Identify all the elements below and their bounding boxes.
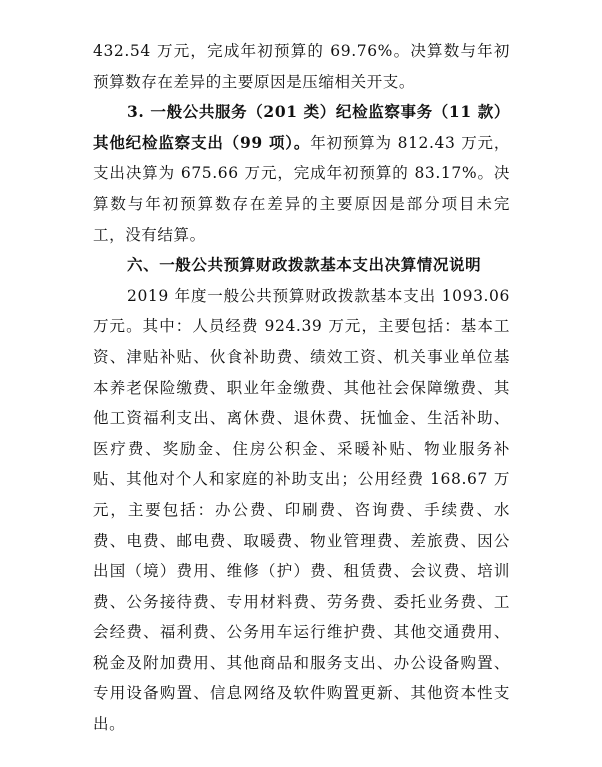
paragraph-basic-expenditure: 2019 年度一般公共预算财政拨款基本支出 1093.06 万元。其中：人员经费 924.39 万元，主要包括：基本工资、津贴补贴、伙食补助费、绩效工资、机关事业单位基本养老保险缴费、职业年金缴费、其他社会保障缴费、其他工资福利支出、离休费、退休费、抚恤金、生活补助、医疗费、奖励金、住房公积金、采暖补贴、物业服务补贴、其他对个人和家庭的补助支出；公用经费 168.67 万元，主要包括：办公费、印刷费、咨询费、手续费、水费、电费、邮电费、取暖费、物业管理费、差旅费、因公出国（境）费用、维修（护）费、租赁费、会议费、培训费、公务接待费、专用材料费、劳务费、委托业务费、工会经费、福利费、公务用车运行维护费、其他交通费用、税金及附加费用、其他商品和服务支出、办公设备购置、专用设备购置、信息网络及软件购置更新、其他资本性支出。 xyxy=(93,286,510,734)
paragraph-item-3 xyxy=(93,97,510,250)
item-3-text: 年初预算为 812.43 万元，支出决算为 675.66 万元，完成年初预算的 83.17%。决算数与年初预算数存在差异的主要原因是部分项目未完工，没有结算。 xyxy=(93,133,510,244)
section-heading: 六、一般公共预算财政拨款基本支出决算情况说明 xyxy=(127,256,482,275)
item-3-title: 3. 一般公共服务（201 类）纪检监察事务（11 款）其他纪检监察支出（99 项）。 xyxy=(93,102,510,152)
paragraph-continuation: 432.54 万元，完成年初预算的 69.76%。决算数与年初预算数存在差异的主要原因是压缩相关开支。 xyxy=(93,42,510,91)
